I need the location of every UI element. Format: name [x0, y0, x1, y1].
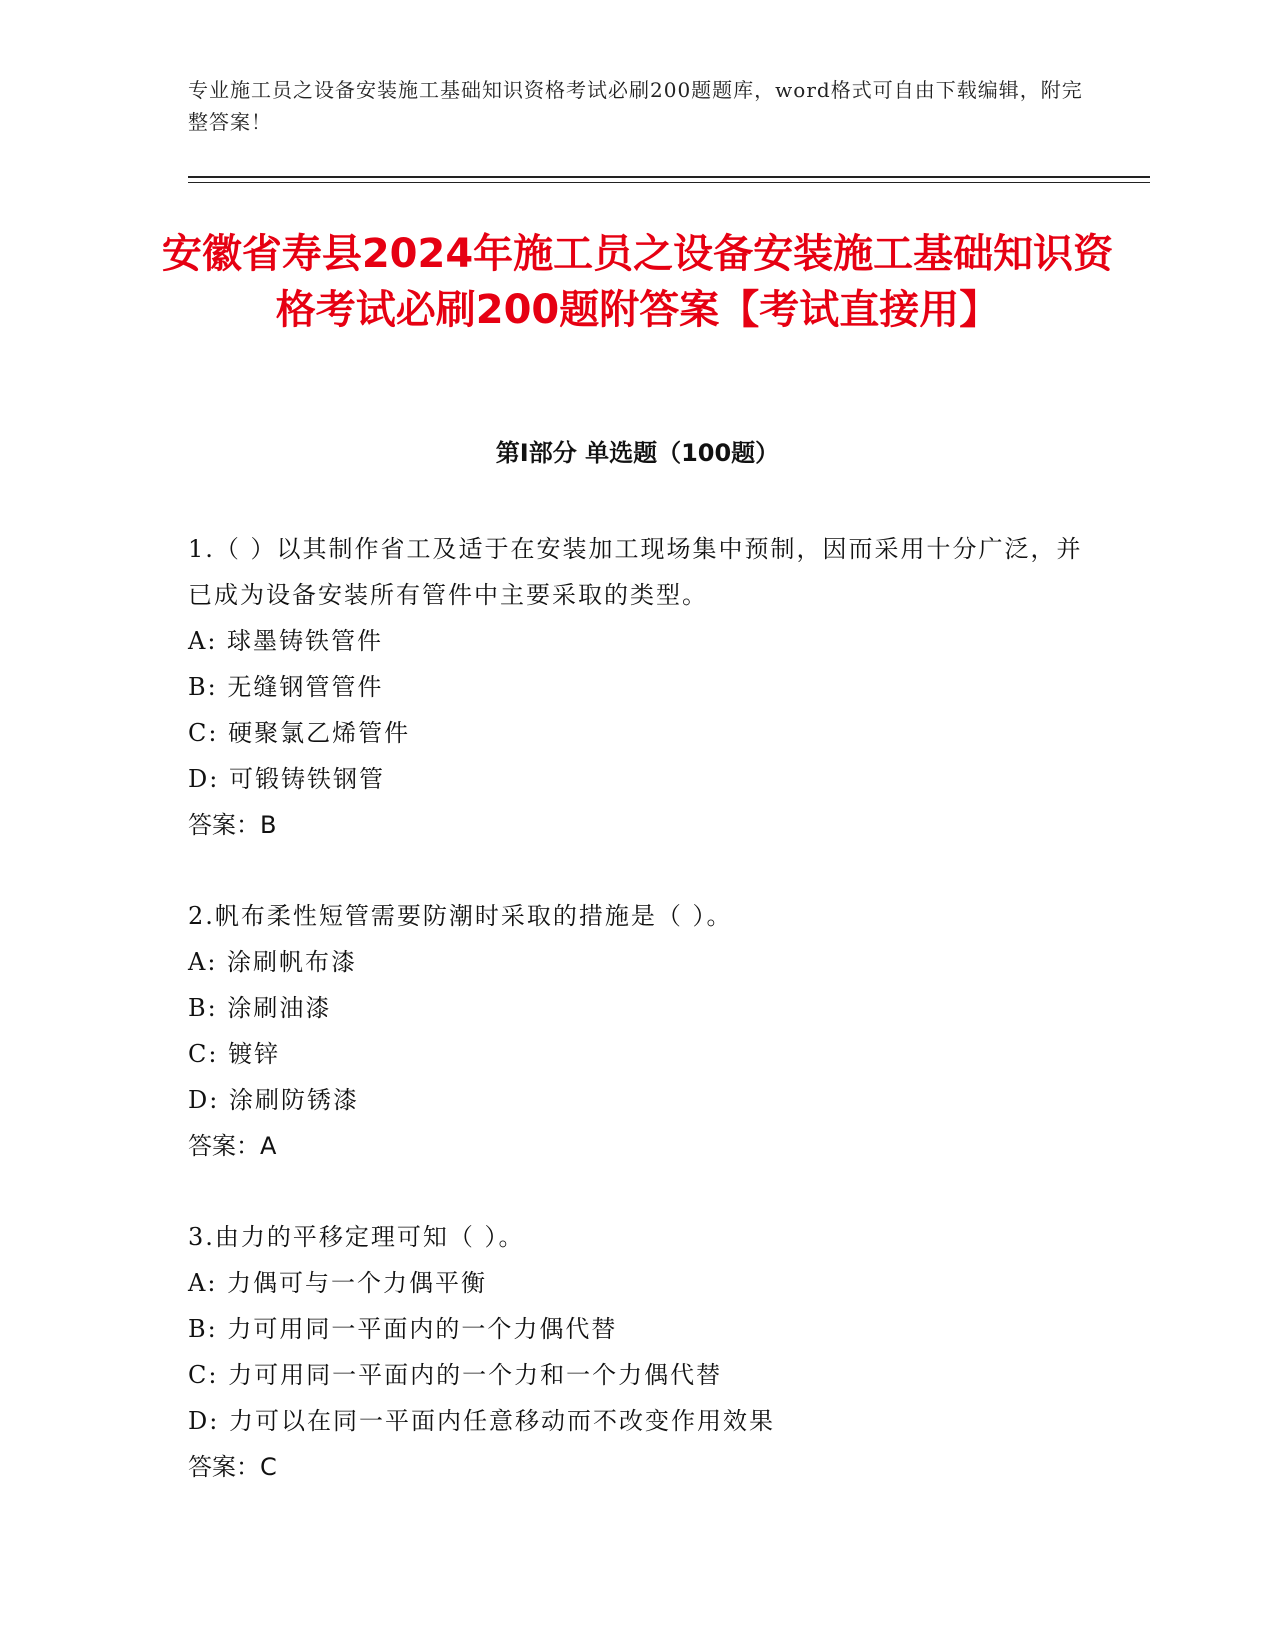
option-c: C: 硬聚氯乙烯管件 [188, 719, 411, 747]
option-d: D: 可锻铸铁钢管 [188, 765, 385, 793]
option-a: A: 涂刷帆布漆 [188, 948, 358, 976]
header-rule-thin [188, 182, 1150, 183]
option-a: A: 力偶可与一个力偶平衡 [188, 1269, 488, 1297]
option-c: C: 镀锌 [188, 1040, 281, 1068]
option-b: B: 涂刷油漆 [188, 994, 332, 1022]
answer: 答案：A [188, 1132, 277, 1160]
answer: 答案：B [188, 811, 277, 839]
document-title: 安徽省寿县2024年施工员之设备安装施工基础知识资格考试必刷200题附答案【考试直接用】 [161, 231, 1114, 333]
question-stem: 2.帆布柔性短管需要防潮时采取的措施是（ ）。 [188, 902, 733, 930]
question-stem: 3.由力的平移定理可知（ ）。 [188, 1223, 525, 1251]
question-3 [188, 1214, 1088, 1490]
option-d: D: 涂刷防锈漆 [188, 1086, 359, 1114]
option-b: B: 力可用同一平面内的一个力偶代替 [188, 1315, 618, 1343]
option-c: C: 力可用同一平面内的一个力和一个力偶代替 [188, 1361, 723, 1389]
section-title: 第Ⅰ部分 单选题（100题） [495, 439, 780, 467]
option-a: A: 球墨铸铁管件 [188, 627, 384, 655]
question-2 [188, 893, 1088, 1169]
question-stem: 1.（ ）以其制作省工及适于在安装加工现场集中预制，因而采用十分广泛，并已成为设备安装所有管件中主要采取的类型。 [188, 535, 1083, 609]
option-b: B: 无缝钢管管件 [188, 673, 384, 701]
question-list [188, 526, 1088, 1535]
header-rule-thick [188, 176, 1150, 178]
answer: 答案：C [188, 1453, 277, 1481]
question-1 [188, 526, 1088, 848]
header-note: 专业施工员之设备安装施工基础知识资格考试必刷200题题库，word格式可自由下载编辑，附完整答案！ [188, 78, 1083, 134]
option-d: D: 力可以在同一平面内任意移动而不改变作用效果 [188, 1407, 775, 1435]
